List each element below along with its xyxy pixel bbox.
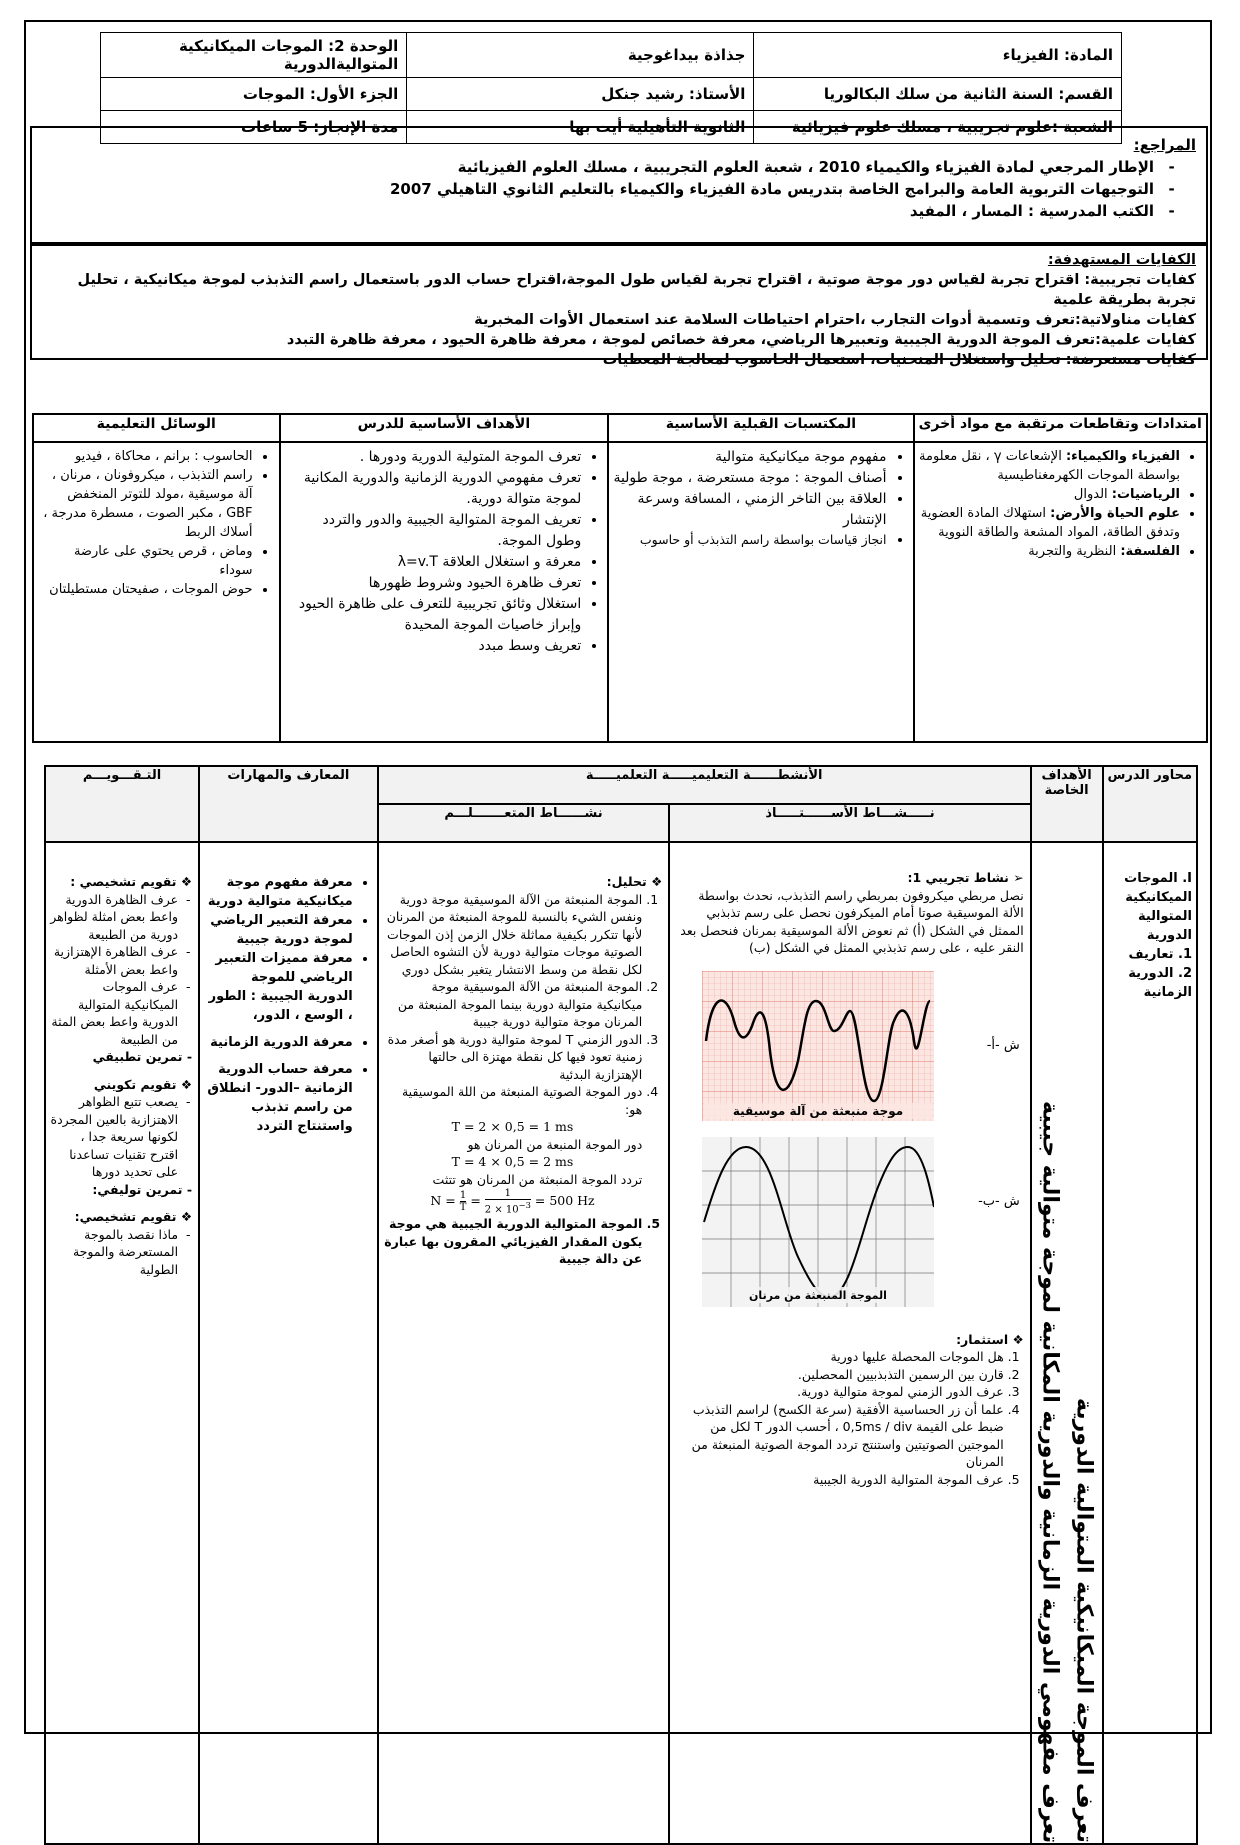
axis-item: 2. الدورية الزمانية — [1128, 966, 1192, 1000]
branch: الشعبة :علوم تجريبية ، مسلك علوم فيزيائية — [754, 111, 1122, 144]
level: القسم: السنة الثانية من سلك البكالوريا — [754, 78, 1122, 111]
analysis-item: 2. الموجة المنبعثة من الآلة الموسيقية موجة ميكانيكية متوالية دورية بينما الموجة المنبعثة من المرنان موجة متوالية دورية جيبية — [383, 978, 643, 1031]
question-item: 4. علما أن زر الحساسية الأفقية (سرعة الكسح) لراسم التذبذب ضبط على القيمة 0,5ms / div ، أحسب الدور T لكل من الموجتين الصوتيتين واستنتج تردد الموجة الصوتية المنبعثة من المرنان — [674, 1401, 1003, 1471]
references-title: المراجع: — [1133, 136, 1196, 154]
lesson-table — [44, 765, 1198, 1845]
figure-a-label: ش -أ- — [986, 1037, 1020, 1053]
axis-item: 1. تعاريف — [1128, 947, 1192, 962]
duration: مدة الإنجاز: 5 ساعات — [101, 111, 407, 144]
skill-item: • معرفة مفهوم موجة ميكانيكية متوالية دورية — [204, 873, 353, 911]
axes-cell — [1103, 842, 1197, 1844]
question-item: 1. هل الموجات المحصلة عليها دورية — [674, 1348, 1003, 1366]
eval-item: - عرف الظاهرة الإهتزازية واعط بعض الأمثلة — [50, 943, 178, 978]
question-item: 2. قارن بين الرسمين التذبذبيين المحصلين. — [674, 1366, 1003, 1384]
objectives-cell — [280, 442, 609, 742]
goals-cell — [1031, 842, 1103, 1844]
tool-item: • راسم التذبذب ، ميكروفونان ، مرنان ، آلة موسيقية ،مولد للتوتر المنخفض GBF ، مكبر الصوت ، مسطرة مدرجة ، أسلاك الربط — [38, 466, 253, 542]
question-item: 3. عرف الدور الزمني لموجة متوالية دورية. — [674, 1383, 1003, 1401]
analysis-title: ❖ تحليل: — [606, 874, 663, 889]
competency-line: كفايات مناولاتية:تعرف وتسمية أدوات التجارب ،احترام احتياطات السلامة عند استعمال الأوات المخبرية — [474, 312, 1196, 328]
teacher-activity-cell — [669, 842, 1030, 1844]
analysis-item: 3. الدور الزمني T لموجة متوالية دورية هو أصغر مدة زمنية تعود فيها كل نقطة مهتزة الى حالتها الإهتزازية البدئية — [383, 1031, 643, 1084]
prerequisites-header: المكتسبات القبلية الأساسية — [608, 414, 913, 442]
teacher-header: نـــــشـــاط الأســــــتـــــاذ — [669, 804, 1030, 842]
competency-line: كفايات تجريبية: اقتراح تجربة لقياس دور موجة صوتية ، اقتراح تجربة لقياس طول الموجة،اقتراح حساب الدور باستعمال راسم التذبذب لموجة ميكانيكية ، تحليل تجربة بطريقة علمية — [77, 272, 1196, 308]
synthesis-exercise: - تمرين توليفي: — [92, 1181, 193, 1197]
applied-exercise: - تمرين تطبيقي — [92, 1049, 193, 1064]
school: الثانوية التأهيلية أيت بها — [407, 111, 754, 144]
analysis-item: 5. الموجة المتوالية الدورية الجيبية هي موجة يكون المقدار الفيزيائي المقرون بها عبارة عن دالة جيبية — [383, 1215, 643, 1268]
objective-item: • استغلال وثائق تجريبية للتعرف على ظاهرة الحيود وإبراز خاصيات الموجة المحيدة — [285, 594, 582, 636]
analysis-item: 1. الموجة المنبعثة من الآلة الموسيقية موجة دورية ونفس الشيء بالنسبة للموجة المنبعثة من المرنان لأنها تتكرر بكيفية مماثلة خلال الزمن إذن الموجات الصوتية موجات متوالية دورية لأن التشوه الحاصل لكل نقطة من وسط الانتشار يتغير بشكل دوري — [383, 891, 643, 979]
competencies-title: الكفايات المستهدفة: — [1047, 252, 1196, 268]
objective-item: • تعرف ظاهرة الحيود وشروط ظهورها — [285, 573, 582, 594]
extensions-cell: • الفيزياء والكيمياء: الإشعاعات γ ، نقل معلومة بواسطة الموجات الكهرمغناطيسية • الرياضيات: الدوال • علوم الحياة والأرض: استهلاك المادة العضوية وتدفق الطاقة، المواد المشعة والطاقة النووية • الفلسفة: النظرية والتجربة — [914, 442, 1208, 742]
objective-item: • تعرف مفهومي الدورية الزمانية والدورية المكانية لموجة متوالة دورية. — [285, 468, 582, 510]
extensions-header: امتدادات وتقاطعات مرتقبة مع مواد أخرى — [914, 414, 1208, 442]
question-item: 5. عرف الموجة المتوالية الدورية الجيبية — [674, 1471, 1003, 1489]
activity-title: ➢ نشاط تجريبي 1: — [907, 870, 1024, 885]
prerequisite-item: • العلاقة بين التاخر الزمني ، المسافة وسرعة الإنتشار — [613, 489, 886, 531]
objective-item: • تعريف وسط مبدد — [285, 636, 582, 657]
eval-item: - ماذا نقصد بالموجة المستعرضة والموجة الطولية — [50, 1226, 178, 1279]
eval-item: - عرف الظاهرة الدورية واعط بعض امثلة لظواهر دورية من الطبيعة — [50, 891, 178, 944]
skills-header: المعارف والمهارات — [199, 766, 378, 842]
specific-goal: تعرف الموجة الميكانيكية المتوالية الدورية تعرف مفهومي الدورية الزمانية والدورية المكانية لموجة متوالية جيبية — [1037, 1100, 1097, 1843]
diag-title: ❖ تقويم تشخيصي : — [70, 874, 193, 889]
prerequisite-item: • مفهوم موجة ميكانيكية متوالية — [613, 447, 886, 468]
skills-cell — [199, 842, 378, 1844]
figure-b-label: ش -ب- — [978, 1193, 1020, 1209]
goals-header: الأهداف الخاصة — [1031, 766, 1103, 842]
objective-item: • تعريف الموجة المتوالية الجيبية والدور والتردد وطول الموجة. — [285, 510, 582, 552]
axes-header: محاور الدرس — [1103, 766, 1197, 842]
evaluation-cell — [45, 842, 199, 1844]
objectives-header: الأهداف الأساسية للدرس — [280, 414, 609, 442]
oscilloscope-a — [702, 971, 934, 1121]
tool-item: • حوض الموجات ، صفيحتان مستطيلتان — [38, 580, 253, 599]
learner-activity-cell — [378, 842, 670, 1844]
tool-item: • وماض ، قرص يحتوي على عارضة سوداء — [38, 542, 253, 580]
figure-a — [674, 967, 1023, 1127]
analysis-item: 4. دور الموجة الصوتية المنبعثة من اللة الموسيقية هو: T = 2 × 0,5 = 1 ms دور الموجة المنبعة من المرنان هو T = 4 × 0,5 = 2 ms تردد الموجة المنبعثة من المرنان هو تتثت N = 1 T = 1 $2 \times 10^{-3} = 500$ Hz — [383, 1083, 643, 1215]
eval-item: - عرف الموجات الميكانيكية المتوالية الدورية واعط بعض المثة من الطبيعة — [50, 978, 178, 1048]
prerequisites-cell — [608, 442, 913, 742]
sheet-title: جذاذة بيداغوجية — [407, 33, 754, 78]
tools-header: الوسائل التعليمية — [33, 414, 280, 442]
figure-b-caption: الموجة المنبعثة من مرنان — [749, 1288, 888, 1302]
skill-item: • معرفة التعبير الرياضي لموجة دورية جيبية — [204, 911, 353, 949]
planning-table — [32, 413, 1208, 743]
teacher: الأستاذ: رشيد جنكل — [407, 78, 754, 111]
references-box — [30, 126, 1208, 244]
skill-item: • معرفة مميزات التعبير الرياضي للموجة الدورية الجيبية : الطور ، الوسع ، الدور، — [204, 949, 353, 1025]
evaluation-header: التـقـــويـــم — [45, 766, 199, 842]
unit: الوحدة 2: الموجات الميكانيكية المتواليةالدورية — [101, 33, 407, 78]
learner-header: نشــــــاط المتعـــــــلـــم — [378, 804, 670, 842]
objective-item: • تعرف الموجة المتولية الدورية ودورها . — [285, 447, 582, 468]
figure-b — [674, 1133, 1023, 1313]
questions-list — [674, 1348, 1023, 1488]
objective-item: • معرفة و استغلال العلاقة λ=v.T — [285, 552, 582, 573]
axis-item: I. الموجات الميكانيكية المتوالية الدورية — [1124, 871, 1192, 943]
analysis-list — [383, 891, 663, 1268]
prerequisite-item: • انجاز قياسات بواسطة راسم التذبذب أو حاسوب — [613, 531, 886, 549]
reference-item: - التوجيهات التربوية العامة والبرامج الخاصة بتدريس مادة الفيزياء والكيمياء بالتعليم الثانوي التاهيلي 2007 — [42, 178, 1158, 200]
tool-item: • الحاسوب : برانم ، محاكاة ، فيديو — [38, 447, 253, 466]
competency-line: كفايات مستعرضة: تحليل واستغلال المنحنيات، استعمال الحاسوب لمعالجة المعطيات — [602, 352, 1196, 368]
part: الجزء الأول: الموجات — [101, 78, 407, 111]
activities-header: الأنشطــــــة التعليميـــــة التعلميـــــة — [378, 766, 1031, 804]
form-title: ❖ تقويم تكويني — [93, 1076, 193, 1092]
frequency-equation: N = 1 T = 1 $2 \times 10^{-3} = 500$ Hz — [430, 1188, 595, 1216]
competency-line: كفايات علمية:تعرف الموجة الدورية الجيبية وتعبيرها الرياضي، معرفة خصائص لموجة ، معرفة ظاهرة الحيود ، معرفة ظاهرة التبدد — [286, 332, 1196, 348]
eval-item: - يصعب تتبع الظواهر الاهتزازية بالعين المجردة لكونها سريعة جدا ، اقترح تقنيات تساعدنا على تحديد دورها — [50, 1093, 178, 1181]
activity-intro: نصل مربطي ميكروفون بمربطي راسم التذبذب، نحدث بواسطة الألة الموسيقية صوتا أمام الميكرفون نحصل على رسم تذبذبي الممثل في الشكل (أ) ثم نعوض الألة الموسيقية بمرنان فنحصل بعد النقر عليه ، على رسم تذبذبي الممثل في الشكل (ب) — [680, 887, 1024, 955]
diag2-title: ❖ تقويم تشخيصي: — [74, 1209, 193, 1224]
skill-item: • معرفة الدورية الزمانية — [204, 1033, 353, 1052]
prerequisite-item: • أصناف الموجة : موجة مستعرضة ، موجة طولية — [613, 468, 886, 489]
subject: المادة: الفيزياء — [754, 33, 1122, 78]
reference-item: - الإطار المرجعي لمادة الفيزياء والكيمياء 2010 ، شعبة العلوم التجريبية ، مسلك العلوم الفيزيائية — [42, 156, 1158, 178]
oscilloscope-b — [702, 1137, 934, 1307]
tools-cell — [33, 442, 280, 742]
exploit-title: ❖ استثمار: — [956, 1331, 1024, 1347]
references-list — [42, 156, 1196, 222]
reference-item: - الكتب المدرسية : المسار ، المفيد — [42, 200, 1158, 222]
skill-item: • معرفة حساب الدورية الزمانية –الدور- انطلاق من راسم تذبذب واستنتاج التردد — [204, 1060, 353, 1136]
figure-a-caption: موجة منبعثة من آلة موسيقية — [733, 1103, 904, 1118]
competencies-box — [30, 244, 1208, 368]
